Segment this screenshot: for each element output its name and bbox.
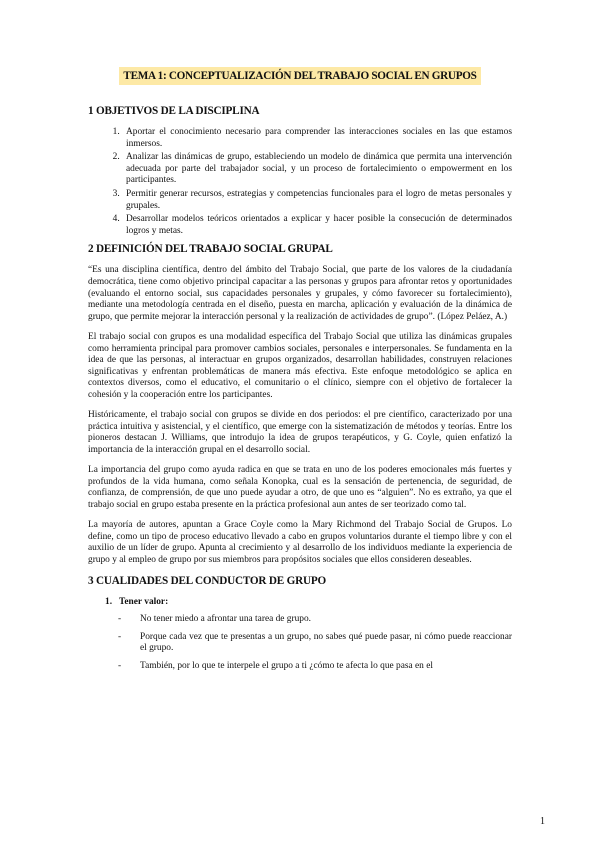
objective-item: 4. Desarrollar modelos teóricos orientados a explicar y hacer posible la consecución de determinados logros y metas. <box>122 214 512 237</box>
objectives-list <box>88 127 512 237</box>
body-paragraph: La importancia del grupo como ayuda radica en que se trata en uno de los poderes emocionales más fuertes y profundos de la vida humana, como señala Konopka, cual es la sensación de pertenencia, de seguridad, de confianza, de comprensión, de que uno puede ayudar a otro, de que uno es “alguien”. No es extraño, ya que el trabajo social en grupo estaba presente en la práctica profesional aun antes de ser teorizado como tal. <box>88 465 512 510</box>
subsection-title: Tener valor: <box>119 596 169 607</box>
list-item <box>118 661 512 673</box>
body-paragraph: Históricamente, el trabajo social con grupos se divide en dos periodos: el pre científico, caracterizado por una práctica intuitiva y asistencial, y el científico, que emerge con la sistematización de métodos y teorías. Entre los pioneros destacan J. Williams, que introdujo la idea de grupos terapéuticos, y G. Coyle, quien enfatizó la importancia de la interacción grupal en el desarrollo social. <box>88 410 512 455</box>
title-block <box>88 66 512 85</box>
dash-marker: - <box>118 613 122 624</box>
dash-marker: - <box>118 660 122 671</box>
objective-item: 3. Permitir generar recursos, estrategias y competencias funcionales para el logro de metas personales y grupales. <box>122 189 512 212</box>
document-title: TEMA 1: CONCEPTUALIZACIÓN DEL TRABAJO SOCIAL EN GRUPOS <box>119 67 480 85</box>
qualities-list <box>88 614 512 672</box>
objective-item: 2. Analizar las dinámicas de grupo, estableciendo un modelo de dinámica que permita una intervención adecuada por parte del trabajador social, y un proceso de fortalecimiento o empowerment en los participantes. <box>122 152 512 187</box>
dash-marker: - <box>118 631 122 642</box>
subsection-heading <box>105 597 512 607</box>
definition-quote: “Es una disciplina científica, dentro del ámbito del Trabajo Social, que parte de los valores de la ciudadanía democrática, tiene como objetivo principal capacitar a las personas y grupos para afrontar retos y oportunidades (evaluando el entorno social, sus capacidades personales y grupales, y cómo favorecer su fortalecimiento), mediante una metodología centrada en el diseño, puesta en marcha, aplicación y evaluación de la dinámica de grupo, que permite mejorar la interacción personal y la realización de actividades de grupo”. (López Peláez, A.) <box>88 265 512 322</box>
objective-item: 1. Aportar el conocimiento necesario para comprender las interacciones sociales en las que estamos inmersos. <box>122 127 512 150</box>
body-paragraph: La mayoría de autores, apuntan a Grace Coyle como la Mary Richmond del Trabajo Social de Grupos. Lo define, como un tipo de proceso educativo llevado a cabo en grupos voluntarios durante el tiempo libre y con el auxilio de un líder de grupo. Apunta al crecimiento y al desarrollo de los individuos mediante la experiencia de grupo y al empleo de grupo por sus miembros para propósitos sociales que ellos consideren deseables. <box>88 520 512 565</box>
body-paragraph: El trabajo social con grupos es una modalidad específica del Trabajo Social que utiliza las dinámicas grupales como herramienta principal para promover cambios sociales, personales e interpersonales. Se fundamenta en la idea de que las personas, al interactuar en grupos organizados, desarrollan habilidades, construyen relaciones significativas y enfrentan problemáticas de manera más efectiva. Este enfoque metodológico se aplica en contextos diversos, como el educativo, el comunitario o el clínico, siempre con el objetivo de fortalecer la cohesión y la cooperación entre los participantes. <box>88 331 512 400</box>
list-item-text: También, por lo que te interpele el grupo a ti ¿cómo te afecta lo que pasa en el <box>140 660 433 671</box>
list-item-text: Porque cada vez que te presentas a un grupo, no sabes qué puede pasar, ni cómo puede reaccionar el grupo. <box>140 631 512 654</box>
page-number: 1 <box>540 816 545 827</box>
section-2-heading: 2 DEFINICIÓN DEL TRABAJO SOCIAL GRUPAL <box>88 243 333 256</box>
subsection-number: 1. <box>105 596 113 607</box>
section-3-heading: 3 CUALIDADES DEL CONDUCTOR DE GRUPO <box>88 574 327 587</box>
section-1-heading: 1 OBJETIVOS DE LA DISCIPLINA <box>88 105 260 117</box>
list-item <box>118 614 512 626</box>
page-content <box>88 66 512 678</box>
list-item <box>118 632 512 655</box>
list-item-text: No tener miedo a afrontar una tarea de grupo. <box>140 613 312 624</box>
